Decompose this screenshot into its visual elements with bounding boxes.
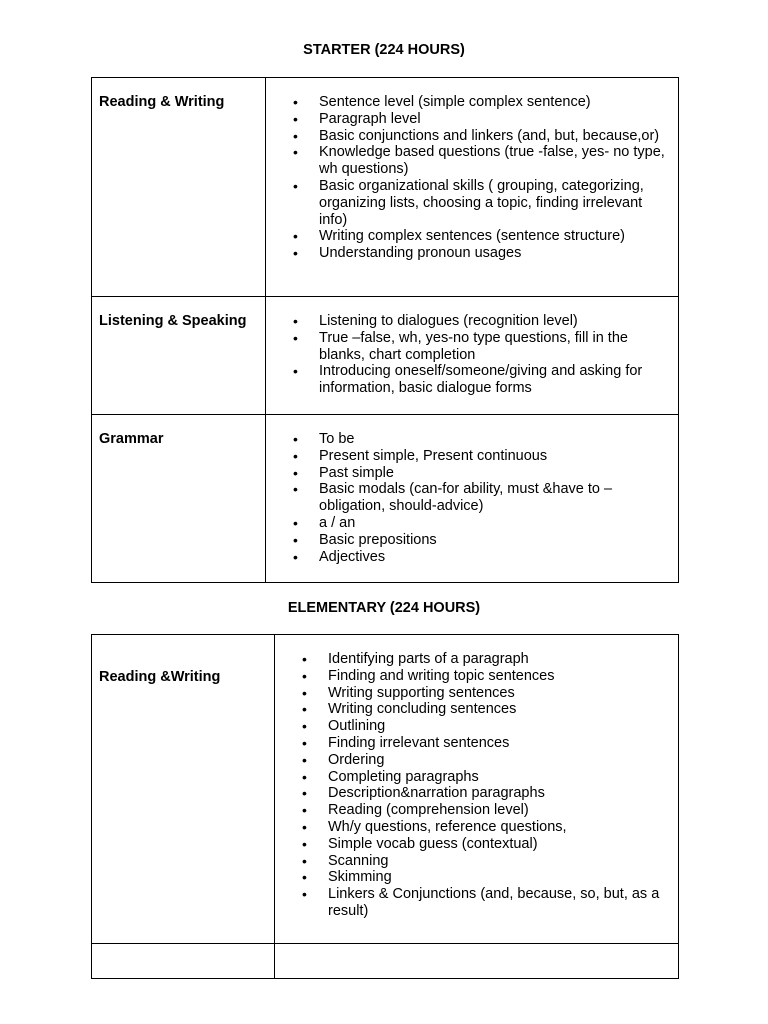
topic-list: [266, 313, 670, 397]
elementary-heading: ELEMENTARY (224 HOURS): [287, 600, 481, 616]
list-item: • Simple vocab guess (contextual): [328, 836, 670, 853]
topics-cell: [266, 78, 679, 297]
list-item: • Writing complex sentences (sentence structure): [319, 228, 670, 245]
list-item: • Basic modals (can-for ability, must &have to –obligation, should-advice): [319, 481, 670, 515]
list-item: • Introducing oneself/someone/giving and asking for information, basic dialogue forms: [319, 363, 670, 397]
list-item: • Linkers & Conjunctions (and, because, so, but, as a result): [328, 886, 670, 920]
list-item: • To be: [319, 431, 670, 448]
list-item: • True –false, wh, yes-no type questions, fill in the blanks, chart completion: [319, 330, 670, 364]
list-item: • Wh/y questions, reference questions,: [328, 819, 670, 836]
starter-heading: STARTER (224 HOURS): [303, 42, 465, 58]
list-item: • Finding irrelevant sentences: [328, 735, 670, 752]
list-item: • Outlining: [328, 718, 670, 735]
table-row: [92, 78, 679, 297]
table-row: [92, 635, 679, 944]
list-item: • Finding and writing topic sentences: [328, 668, 670, 685]
empty-cell: [92, 944, 275, 979]
list-item: • Writing concluding sentences: [328, 701, 670, 718]
skill-label: Reading & Writing: [92, 78, 266, 297]
list-item: • a / an: [319, 515, 670, 532]
list-item: • Past simple: [319, 465, 670, 482]
list-item: • Identifying parts of a paragraph: [328, 651, 670, 668]
empty-cell: [275, 944, 679, 979]
skill-label: Reading &Writing: [92, 635, 275, 944]
starter-table: [91, 77, 679, 583]
list-item: • Basic prepositions: [319, 532, 670, 549]
skill-label: Listening & Speaking: [92, 297, 266, 415]
list-item: • Knowledge based questions (true -false, yes- no type, wh questions): [319, 144, 670, 178]
list-item: • Ordering: [328, 752, 670, 769]
topic-list: [275, 651, 670, 920]
list-item: • Sentence level (simple complex sentence): [319, 94, 670, 111]
list-item: • Basic conjunctions and linkers (and, but, because,or): [319, 128, 670, 145]
list-item: • Listening to dialogues (recognition level): [319, 313, 670, 330]
list-item: • Reading (comprehension level): [328, 802, 670, 819]
table-row: [92, 415, 679, 583]
table-row: [92, 297, 679, 415]
list-item: • Completing paragraphs: [328, 769, 670, 786]
topic-list: [266, 94, 670, 262]
list-item: • Basic organizational skills ( grouping, categorizing, organizing lists, choosing a topic, finding irrelevant info): [319, 178, 670, 228]
list-item: • Present simple, Present continuous: [319, 448, 670, 465]
topics-cell: [275, 635, 679, 944]
list-item: • Description&narration paragraphs: [328, 785, 670, 802]
elementary-table: [91, 634, 679, 979]
topic-list: [266, 431, 670, 565]
list-item: • Understanding pronoun usages: [319, 245, 670, 262]
list-item: • Skimming: [328, 869, 670, 886]
list-item: • Paragraph level: [319, 111, 670, 128]
list-item: • Writing supporting sentences: [328, 685, 670, 702]
topics-cell: [266, 297, 679, 415]
table-row-empty: [92, 944, 679, 979]
list-item: • Adjectives: [319, 549, 670, 566]
skill-label: Grammar: [92, 415, 266, 583]
list-item: • Scanning: [328, 853, 670, 870]
topics-cell: [266, 415, 679, 583]
